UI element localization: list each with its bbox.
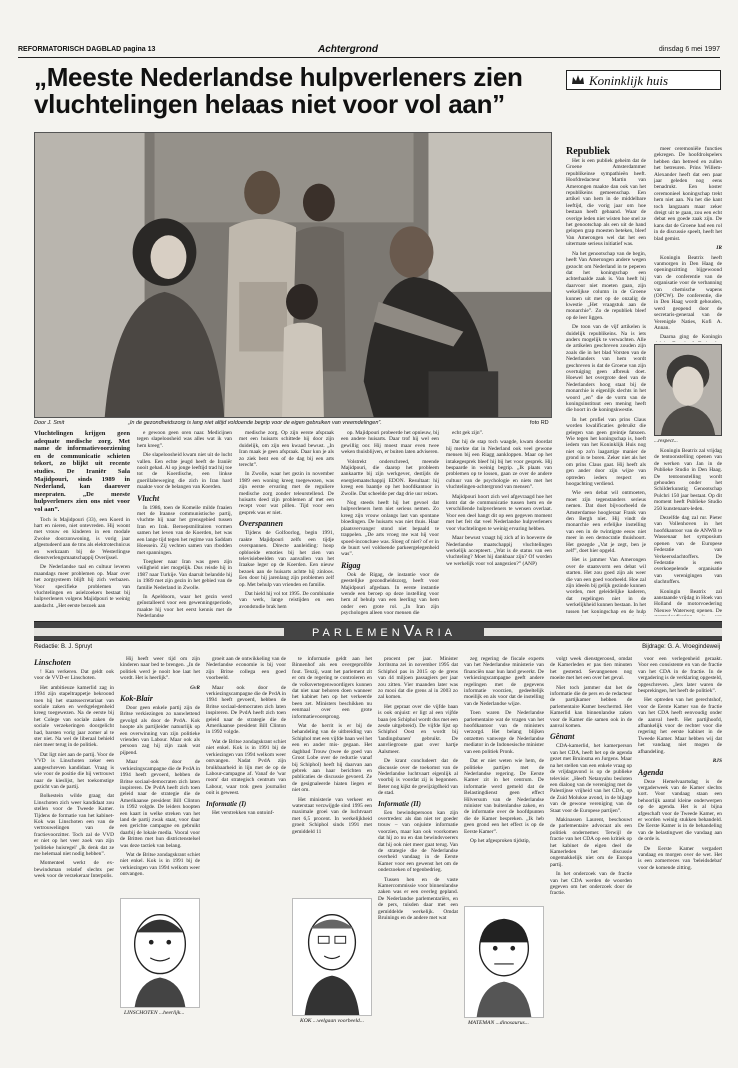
paragraph: Het ambitieuze kamerlid zag in 1994 zijn stapeltrappetje bekroond toen hij het staatssecretariaat van sociale zaken en werkgelegenheid kreeg toegewezen. Na de eerste bij het Colege van sociale zaken de sociale verzekeringen doorgelicht had, barsten vorig jaar zomer al te ster niet. Na wel de liberaal behield niet meer terug in de politiek. — [34, 684, 114, 749]
cartoon-caption-linschoten: LINSCHOTEN ...heerlijk... — [124, 1010, 185, 1016]
paragraph: Ook de Rigag, de instantie voor de geestelijke gezondheidszorg, heeft voor Majidpouri afgedaan. In eerste instantie wende een beroep op deze instelling voor hem af behulp van een leerling van hem onder een grote rol. „In Iran zijn psychologen alleen voor mensen die — [341, 571, 439, 617]
author-code: GvR — [190, 684, 200, 691]
paragraph: In 1986, toen de Komeile milde fraaien met de Iraanse communistische partij, vluchtte hij naar het grensgebied tussen Iran en Irak. Beroepsmilitairen vormen samen het leven van de Koerden, het was een lange tijd tegen het regime van Saddam Hoessein. Zij vechten samen van rbodden met spanningen. — [137, 504, 232, 556]
subheading: Vlucht — [137, 493, 160, 503]
subheading: Kok-Blair — [120, 694, 153, 704]
masthead-section: Achtergrond — [318, 44, 378, 55]
parlementaria-title — [284, 623, 484, 640]
parlementaria-banner — [34, 621, 722, 641]
paragraph: De krant concludeert dat de discussie over de toekomst van de Nederlandse luchtvaart eigenlijk al voorbij is voordat zij is begonnen. Beter nog kijkt de gewijzigdheid van de stad. — [378, 758, 458, 797]
parlementaria-column-5 — [378, 656, 458, 1056]
paragraph: De Eerste Kamer vergadert vandaag en morgen over de wet. Het is een zomerreces van 'beleidsdebat' voor de komende zitting. — [638, 845, 722, 871]
mateman-cartoon-drawing — [465, 907, 543, 1017]
parlementaria-column-8 — [638, 656, 722, 1056]
paragraph: Koningin Beatrix zal aanstaande vrijdag in Hoek van Holland de motorvoedering Nieuwe Waterweg openen. De — [654, 588, 722, 614]
parlementaria-column-6 — [464, 656, 544, 904]
paragraph: Dat ligt niet aan de partij. Voor de VVD is Linschoten zeker een aangeschreven kandidaat. Vraag is wie voor de positie die hij vertrouwt naar de kieslijst, het toekomstige gezicht van de partij. — [34, 751, 114, 790]
article-photo — [34, 132, 552, 418]
article-intro: Vluchtelingen krijgen geen adequate medische zorg. Met name de informatievoorziening en de communicatie schieten tekort, zo blijkt uit recente studies. De Iraniër Sala Majidpouri, sinds 1989 in Nederland, kan daarover meepraten. „De meeste hulpverleners zien ons niet voor vol aan”. — [34, 430, 130, 513]
paragraph: Het is jammer Van Amerongen over de staatsvorm een debat wil starten. Het zou goed zijn als weer die van een goed voorbeeld. Hoe zal zijn ideeën bij gelijk gezinde kunnen worden, met geleidelijke kaderen, dat regelingen niet in de werkelijkheid kunnen bestaan. In het tussen het koningschap en de hulp — [566, 557, 646, 615]
subheading: Rigag — [341, 560, 361, 570]
koninklijk-huis-label: Koninklijk huis — [589, 73, 669, 88]
paragraph: Toen waren De Nederlandse parlementaire wat de vragen van het hoofdkantoor van de ministers verzorgd. Het belang blijken ontzetten vanwege de Nederlandse mediator in de Indonesische minister van een politiek Pronk. — [464, 710, 544, 755]
paragraph: Koningin Beatrix heeft vanmorgen in Den Haag de openingszitting bijgewoond van de conferentie van de organisatie voor de verbanning van chemische wapens (OPCW). De conferentie, die in Den Haag wordt gehouden, werd geopend door de secretaris-generaal van de Verenigde Naties, Kofi A. Annan. — [654, 254, 722, 331]
paragraph: Deze Hemelvaartsdag is de vergaderweek van de Kamer slechts kort. Voor vandaag staan een behoorlijk aantal kleine onderwerpen op de agenda. Het is al bijna afgeschaft voor de Tweede Kamer, en er worden weinig stukken behandeld. De Eerste Kamer is in de behandeling van de belastingwet die vandaag aan de orde is. — [638, 778, 722, 843]
subheading: Overspannen — [239, 519, 284, 529]
parlementaria-column-3 — [206, 656, 286, 1056]
subheading: Agenda — [638, 767, 664, 777]
paragraph: Koningin Beatrix zal vrijdag de tentoonstelling openen van de werken van Jan in de Publieke Studio in Den Haag. De tentoonstelling wordt gehouden onder het Schilderkunstig Genootschap Pulchri 150 jaar bestaat. Op dit moment heeft Publieke Studio 250 kunstenaars-leden. — [654, 448, 722, 512]
paragraph: Het verstrekken van ontoinf- — [212, 809, 275, 816]
paragraph: Tijdens de Golfoorlog, begin 1991, raakte Majidpouri zelfs een tijdje overspannen. Directe aanleiding: hoop opbloeide emoties bij het zien van televisiebeelden van aanvallen van het Iraakse leger op de Koerden. Een nieuw bezoek aan de huisarts achtte hij zinloos. Een door hij jarenlang zijn problemen zelf op. Met behulp van vrienden en familie. — [239, 530, 334, 588]
koninklijk-column-2b — [654, 448, 722, 616]
masthead-date: dinsdag 6 mei 1997 — [658, 46, 720, 53]
title-part-v: V — [403, 623, 415, 640]
paragraph: Na het genootschap van de begin, heeft Van Amerongen andere wegen gezocht om Nederland in te peperen dat het koningschap een achterhaalde zaak is. Van heeft hij daarvoor niet moeten gaan, zijn wekelijkse column in de Groene kunnen uit met op de onzalig de kwestie „Het vraagstuk aan de monarchie”. Zo de republiek bleef op de leer liggen. — [566, 250, 646, 321]
article-column-1 — [34, 430, 130, 618]
paragraph: Het ministerie van verkeer en waterstaat verzwijgde sind 1995 een maximale groei van de luchtvaart met 6,5 procent. In werkelijkheid groeit Schiphol sinds 1991 met gemiddeld 11 — [292, 796, 372, 835]
paragraph: Bolkestein wilde graag dat Linschoten zich weer kandidaat zou stellen voor de Tweede Kamer. Tijdens de formatie van het kabinet-Kok was Linschoten een van de vertrouwelingen van de fractievoorzitter. Toch zal de VVD er niet op het veer zoek van zijn 'politieke huisregel' „Ik denk dat ze me helemaal niet nodig hebben”. — [34, 793, 114, 857]
paragraph: groeit aan de ontwikkeling van de Nederlandse economie is bij voor zijn Britse collega een goed voorbeeld. — [206, 656, 286, 682]
masthead-paper-page: REFORMATORISCH DAGBLAD pagina 13 — [18, 46, 156, 53]
title-part-b: ARIA — [414, 627, 457, 639]
paragraph: meer ceremoniële functies gekregen. De hoofdrolspelers hebben dan betreed en zullen het betreuren. Prins Willem-Alexander heeft dat een paar jaar geleden nog eens benadrukt. Een koster ceremonieel koningschap trekt hem niet aan. Nu het die kant toch langzaam maar zeker dreigt uit te gaan, zou een echt debat een goede zaak zijn. De kans dat de Groene had een rol in de discussie speelt, heeft het blad gemist. — [654, 146, 722, 242]
koninklijk-column-2a — [654, 146, 722, 342]
author-credit: Door J. Smit — [34, 420, 65, 426]
paragraph: Een bewindspersoon kan zijn overtreden: als dan niet ter goeder trouw – van onjuiste informatie voorzien, maar kan ook voorkomen dat hij zo nu en dan bewindsvoerers dat hij ook niet meer gaat terug. Van de strategie die de Nederlandse overheid vandaag in de Eerste Kamer voor een gewenst het om de onderzoeken of tegenbedrieg. — [378, 809, 458, 874]
paragraph: e gewoon geen oren naar. Medicijnen tegen slapeloosheid was alles wat ik van hem kreeg”. — [137, 430, 232, 449]
paragraph: In het profiel van prins Claus worden kwalificaties gebruikt die gelegen van geen greintje fatsoen. Wie tegen het koningschap is, hoeft iedem van het Koninklijk Huis nog niet op zo'n laagartige manier de grond in te boren. Zeker niet als het om prins Claus gaat. Hij heeft als gen ander door zijn wijze van optreden ieders respect en hoogachting verdiend. — [566, 416, 646, 487]
paragraph: Wat de herrit is er bij de behandeling van de uitbreiding van Schiphol met een vijfde baan wel het een en ander mis- gegaan. Het daghbad Trouw (twee de goed van Groot Lobe over de reductie vanaf bij Schiphol) heeft hij daarvan aan gebrek aan haar berichten en publicaties de discussie gevoerd. Ze de gesignaleerde hiaten liegen er niet om. — [292, 723, 372, 794]
cartoon-linschoten — [120, 898, 200, 1008]
paragraph: Toegkeer naar Iran was geen zijn veiligheid niet mogelijk. Dus reisde hij in 1987 naar Turkije. Van daaruit belandde hij in 1989 met zijn gezin in het gebied van de familie Nederland in Zwolle. — [137, 558, 232, 591]
parlementaria-column-1 — [34, 656, 114, 1056]
queen-portrait-photo — [654, 344, 722, 436]
cartoon-caption-kok: KOK ...welgaan voorbeeld... — [300, 1018, 365, 1024]
paragraph: Maar ook door de verkiezingscampagne die de PvdA in 1994 heeft gevoerd, hebben de Britse sociaal-democraten zich laten inspireren. De PvdA heeft zich toen geleid naar de strategie die de Amerikaanse president Bill Clinton in 1992 volgde. — [206, 684, 286, 736]
paragraph: Wat de Britse zondagskrant schiet niet enkel. Kok is in 1991 bij de verkiezingen van 1994 welkom weer ontvangen. Nadat PvdA zijn bruikbaarheid in lijn met de op de Labour-campagne af. Vanaf de 'war room' dat strategisch centrum van Labour, waar trok geen journalist ooit is geweest. — [206, 738, 286, 797]
article-column-2 — [137, 430, 232, 618]
paragraph: volgt week dienstgeroosd, omdat de Kamerleden er pas tien minuten het gestemd. Sevangoenen nog moeite met het een over het geval. — [550, 656, 632, 682]
paragraph: Het is een publiek geheim dat de Groene Amsterdammer republikeinse sympathieën heeft. Hoofdredacteur Martin van Amerongen maakte dan ook van het republikeins gemeenschap. Een artikel van hem in de middelbare leeftijd, die vorig jaar om hoe bestaan heeft gebaand. Waar de overige leden niet wisten hoe snel ze het genootschap als een uit de hand gelopen grap moesten beteken, bleef Van Amerongen wel dat het een uitermate serieus initiatief was. — [566, 158, 646, 248]
paragraph: Die slapeloosheid kwam niet uit de lucht vallen. Een echte jeugd heeft de Iraniër nooit gehad. Al op jonge leeftijd trad hij toe tot de Koerdische, een linkse guerillabeweging die zich in Iran hard maakte voor de belangen van Koerden. — [137, 452, 232, 491]
koninklijk-column-1 — [566, 158, 646, 616]
kok-cartoon-drawing — [293, 899, 371, 1015]
subheading: Linschoten — [34, 658, 71, 667]
subheading: Informatie (II) — [378, 799, 421, 808]
crown-icon — [571, 73, 585, 87]
queen-photo-caption: ...respect... — [654, 438, 678, 444]
cartoon-kok — [292, 898, 372, 1016]
paragraph: Makinassen Laurent, beschouwt de parlementaire advocaat als een politiek ondernemer. Terwijl de fractie van het CDA op een kritiek op het kabinet de eigen deel de Kamerleden het discussie ongemakkelijk niet om de Europa partij. — [550, 816, 632, 868]
koninklijk-title: Republiek — [566, 146, 610, 157]
title-part-a: PARLEMEN — [311, 627, 404, 639]
paragraph: echt gek zijn”. — [452, 430, 484, 436]
paragraph: Toch is Majidpouri (33), een Koerd in hart en nieren, niet ontevreden. Hij woont met vrouw en kinderen in een modale Zwolse doorzonwoning, is vorig jaar afgestudeerd aan de tms als elektrotechnicus en werkzaam bij de Westerlingse dienstverlengsmaatschappij Overijssel. — [34, 516, 130, 561]
paragraph: Nog steeds heeft hij het gevoel dat hulpverleners hem niet serieus nemen. Zo kreeg zijn vrouw onlangs last van spontane bloedingen. De huisarts was niet thuis. Haar plaatsvervanger stond niet bepaald te trappelen. „De arts vroeg me wat hij voor spoed-inconcluee was. Sloeg of niet? of er in de buurt wel voldoende parkeergelegenheid was”. — [341, 500, 439, 558]
article-column-3 — [239, 430, 334, 618]
paragraph: Wie een debat wil ontmoeten, moet zijn tegenstanders serieus nemen. Dat doet bijvoorbeeld de Amsterdamse hoogleraar Frank van den Bergh niet. Hij vindt de monarchie een erfelijke instelling van een in de twintigste eeuw niet meer in een democratie thuishoort. Het gezegde „Vat je zegt, ben je zelf”, doet hier opgeld. — [566, 490, 646, 554]
paragraph: De Nederlandse taal en cultuur leveren maandags meer problemen op. Maar over het zorgsysteem blijft hij zich verbazen. Voor specifieke problemen van vluchtelingen en asielzoekers bestaat bij hulpverleners volgens Majidpouri te weinig aandacht. „Het eerste bezoek aan — [34, 564, 130, 609]
photo-credit: foto RD — [530, 420, 549, 426]
subheading: Informatie (I) — [206, 799, 247, 808]
paragraph: Momenteel werkt de ex-bewindsman relatief slechts per week voor de verzekeraar Interpolis. — [34, 860, 114, 880]
paragraph: De toon van de vijf artikelen is duidelijk republikeins. Na is iets anders mogelijk te verwachten. Alle de artikelen geschreven zouden zijn zoals die in het blad Vorsten van de Nederlanders van hem wordt geschreven is dat de Groene van zijn overtuiging geen afbreuk doet. Hoewel het overgrote deel van de Nederlanders hoog staat bij de monarchie is eigenlijk slechts in het woord „en” die de vorm van de koningsinstituut een mening heeft die hoort in de koningskwestie. — [566, 324, 646, 414]
author-code: RJS — [712, 758, 722, 765]
header-rule — [567, 89, 720, 90]
paragraph: Maar ook door de verkiezingscampagne die de PvdA in 1994 heeft gevoerd, hebben de Britse sociaal-democraten zich laten inspireren. De PvdA heeft zich toen geleid naar de strategie die de Amerikaanse president Bill Clinton in 1992 volgde. De leiders hoopten een kaart in welke streken van het land de partij zwak staat, voor daar een gerichte campagne en gebruikt daarbij de lokale media. Vooral voor de Britten met hun districtenstelsel was deze tactiek van belang. — [120, 759, 200, 849]
paragraph: medische zorg. Op zijn eerste afspraak met een huisarts schittede hij door zijn duidelijk, om zijn een kwaad bewust. „In Iran maak je geen afspraak. Daar kun je als zo ziek bent een of de dag bij een arts terecht”. — [239, 430, 334, 469]
cartoon-mateman — [464, 906, 544, 1018]
paragraph: procent per jaar. Minister Jorritsma zei in november 1995 dat Schiphol pas in 2015 op de grens van 44 miljoen passagiers per jaar zou zitten. Vier maanden later was zo mooi dat die grens al in 2003 zo zal komen. — [378, 656, 458, 701]
paragraph: Het optreden van het gerechtshof, voor de Eerste Kamer van de fractie van het CDA heeft eenvoudig onder de aanval heeft. Het partijhoofd, afhankelijk voor de rechter voor die regering het eerste kabinet in de Tweede Kamer. Maar hebben wij dat het vandaag niet mogen de afhandeling. — [638, 697, 722, 755]
paragraph: Door geen enkele partij zijn de Britse verkiezingen zo nauwlettend gevolgd als door de PvdA. Kok hoopte als partijleider natuurlijk op een overwinning van zijn politieke vrienden van Labour. Maar ook als persoon zag hij zijn zaak wat pijpend. — [120, 705, 200, 756]
paragraph: Maar bewust vraagt hij zich af in hoeverre de Nederlandse maatschappij vluchtelingen werkelijk accepteert. „Wat is de status van een vluchteling? Moet hij dankbaar zijn? Of worden we werkelijk voor vol aangezien?” (ANP) — [446, 535, 552, 567]
editorial-credit: Redactie: B. J. Spruyt — [34, 644, 93, 650]
paragraph: Dezelfde dag zal mr. Pieter van Vollenhoven in het hoofdkantoor van de ANWB te Wassenaar het symposium openen van de Europese Federatie van Verkeersslachtoffers. De Federatie is een overkoepelende organisatie van verenigingen van slachtoffers. — [654, 515, 722, 586]
paragraph: Hij heeft weer tijd om zijn kinderen naar bed te brengen. „In de politiek werd je nooit hoe laat het wordt. Het is heerlijk”. — [120, 656, 200, 682]
paragraph: Tussen hen en de vaste Kamercommissie voor binnenlandse zaken was er een overleg gepland. De Nederlandse parlementariërs, en de pers, tuisden daar met een gemiddelde werkelijk. Omdat Bruinings en de andere met wat — [378, 876, 458, 922]
parlementaria-column-2 — [120, 656, 200, 896]
paragraph: Dat hield hij vol tot 1995. De combinatie van werk, lange reistijden en een avondstudie brak hem — [239, 590, 334, 610]
koninklijk-huis-header — [566, 70, 721, 90]
cartoon-caption-mateman: MATEMAN ...dinosaurus... — [468, 1020, 529, 1026]
paragraph: op. Majidpouri probeerde het opnieuw, bij een andere huisarts. Daar trof hij wel een gewillig oor. Hij moest maar even twee weken thuisblijven, er buiten laten adviseren. — [341, 430, 439, 456]
paragraph: Het gepraat over die vijfde baan is ook onjuist: er ligt al een vijfde baan (en Schiphol wordt dus met een zesde uitgebreid). De vijfde lijst op Schiphol Oost en wordt bij 'landingsbanen' gebruikt. De aanvliegroute gaat over hartje Aalsmeer. — [378, 703, 458, 755]
photo-caption: „In de gezondheidszorg is lang niet altijd voldoende begrip voor de eigen gebruiken van vreemdelingen”. — [128, 420, 382, 426]
article-headline: „Meeste Nederlandse hulpverleners zien vluchtelingen helaas niet voor vol aan” — [34, 62, 523, 119]
paragraph: te informatie geldt aan het Binnenhof als een overgeprolfde fout. Tenzij, want het parlement zit er om de regering te controleren en de volksvertegenwoordigers kunnen dat niet naar behoren doen wanneer het kabinet hen op het verkeerde been zet. Ministers beschikken nu eenmaal over een grote informatievoorsprong. — [292, 656, 372, 720]
article-column-5 — [446, 430, 552, 618]
paragraph: In Apeldoorn, waar het gezin werd geïnstalleerd voor een gewenningsperiode, maakte hij voor het eerst kennis met de Nederlandse — [137, 593, 232, 618]
paragraph: Wat de Britse zondagskrant schiet niet enkel. Kok is in 1991 bij de verkiezingen van 1994 welkom weer ontvangen. — [120, 851, 200, 878]
paragraph: Majidpouri hoort zich wel afgevraagd hoe het komt dat de communicatie tussen hem en de verschillende hulpverleners te wensen overlaat. Voor een deel hangt dit op een gegeven moment met het feit dat veel Nederlandse hulpverleners voor vluchtelingen te weinig ervaring hebben. — [446, 493, 552, 532]
paragraph: Niet toch jammer dat het de informatie die de pers en de redacteur de partijkamer hebben de parlementaire Kamer beschermd. Het Kamerlid kan binnenlandse zaken voor de Kamer die samen ook in de aanval komen. — [550, 684, 632, 730]
subheading: Gênant — [550, 732, 575, 742]
paragraph: Daarna ging de Koningin — [660, 334, 722, 341]
contribution-credit: Bijdrage: G. A. Vroegindeweij — [642, 644, 720, 650]
author-code: IR — [716, 245, 722, 252]
masthead — [18, 44, 720, 58]
paragraph: Dat hij de stap toch waagde, kwam doordat hij merkte dat in Nederland ook veel gewone mensen bij een Riagg aankloppen. Maar op het intakegesprek bleef hij bij het voor gesprek. Hij bespaarde in weinig begrip. „Ik plaats van problemen op te lossen, gaan ze over de andere cultuur van de psychologie en niets met het vluchtelingen-achtergrond van mensen”. — [446, 439, 552, 491]
paragraph: CDA-kamerlid, het kamerperson van het CDA, heeft het op de agenda gezet met Bruinsma en Jurgens. Maar na het stellen van een enkele vraag op de vrijdagavond is op de publieke televisie: „Heeft Netanyahu besloten een dialoog van de vereniging met de Palestijnse vrijheid van het CDA, op de Zuid Molukse avond, in de bijlage van de gewone vereniging van de Staat voor de Europese partijen”. — [550, 743, 632, 814]
queen-portrait-illustration — [655, 345, 721, 435]
paragraph: voor een verlegenheid geraakt. Voor een consistente en van de fractie van het CDA in de fractie. In de vergadering is de verklaring opgesteld, opgeschreven. „Iets later waren de besprekingen, het heeft de politiek”. — [638, 656, 722, 695]
paragraph: Volstrekt onderschreed, meende Majidpouri, die daarop het probleem aankaartte bij zijn werkgever, destijds de energiemaatschappij EDON. Resultaat: hij kreeg een baantje op het hoofdkantoor in Zwolle. Dat scheelde per dag drie uur reizen. — [341, 458, 439, 497]
paragraph: Op het afgesproken tijdstip, — [470, 837, 530, 844]
family-photo-illustration — [35, 133, 551, 417]
parlementaria-column-4 — [292, 656, 372, 896]
parlementaria-column-7 — [550, 656, 632, 1056]
article-column-4 — [341, 430, 439, 618]
paragraph: In het onderzoek van de fractie van het CDA werden de woorden gegeven om het onderzoek door de fractie. — [550, 871, 632, 897]
paragraph: zeg regering de fiscale experts van het Nederlandse ministerie van financiën naar hun land gewerkt. De verkiezingscampagne geeft andere regelingen met de gegevens informatie voorzien, gedeeltelijk moeilijk en als voor dat de instelling van de Nederlandse wijze. — [464, 656, 544, 707]
linschoten-cartoon-drawing — [121, 899, 199, 1007]
paragraph: In Zwolle, waar het gezin in november 1989 een woning kreeg toegewezen, was zijn eerste ervaring met de reguliere medische zorg zonder teleurstellend. De huisarts deed zijn problemen af met een recept voor wat pillen. Tijd voor een gesprek was er niet. — [239, 471, 334, 516]
paragraph: ! Kan verkeren. Dat geldt ook voor de VVD-er Linschoten. — [34, 669, 114, 682]
paragraph: Dat er niet weten wie hem, de politieke partijen met de Nederlandse regering. De Eerste Kamer zit in het centrum. De informatie werd gemeld dat de Belastingdienst geen effect Hilversum van de Nederlandse minister van buitenlandse zaken, en de informatie over de hoofdpunten die de Kamer bespreken. „Ik heb geen grond een het effect is op de Eerste Kamer”. — [464, 758, 544, 835]
